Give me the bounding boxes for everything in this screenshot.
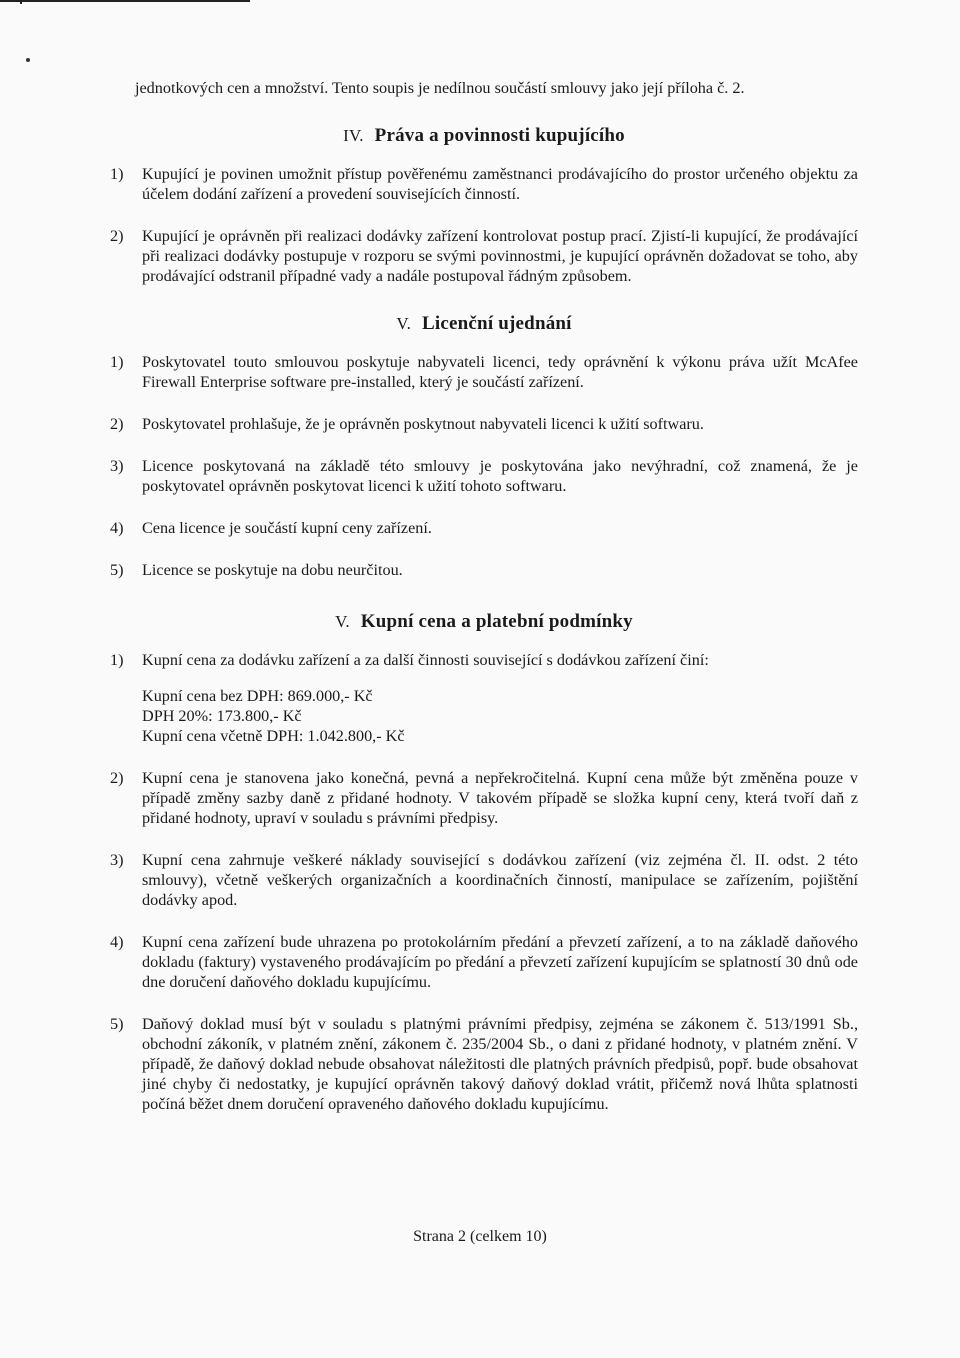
section-number: V.	[335, 612, 350, 631]
section-iv-list	[110, 164, 858, 286]
list-item	[110, 518, 858, 538]
section-v-price-list	[110, 650, 858, 1114]
item-number: 3)	[110, 851, 124, 869]
item-number: 2)	[110, 415, 124, 433]
list-item	[110, 650, 858, 746]
list-item	[110, 352, 858, 392]
section-title: Práva a povinnosti kupujícího	[374, 125, 625, 146]
scan-top-edge-line	[0, 0, 250, 2]
item-text: Licence poskytovaná na základě této smlouvy je poskytována jako nevýhradní, což znamená, že je poskytovatel oprávněn poskytovat licenci k užití tohoto softwaru.	[142, 457, 858, 495]
item-number: 5)	[110, 1015, 124, 1033]
item-number: 2)	[110, 769, 124, 787]
document-page	[110, 78, 858, 1136]
price-vat: DPH 20%: 173.800,- Kč	[142, 707, 302, 725]
item-text: Licence se poskytuje na dobu neurčitou.	[142, 561, 403, 579]
item-text: Kupní cena je stanovena jako konečná, pevná a nepřekročitelná. Kupní cena může být změněna pouze v případě změny sazby daně z přidané hodnoty. V takovém případě se složka kupní ceny, která tvoří daň z přidané hodnoty, upraví v souladu s právními předpisy.	[142, 769, 858, 827]
item-text: Kupní cena za dodávku zařízení a za další činnosti související s dodávkou zařízení činí:	[142, 651, 709, 669]
list-item	[110, 768, 858, 828]
item-text: Poskytovatel prohlašuje, že je oprávněn poskytnout nabyvateli licenci k užití softwaru.	[142, 415, 704, 433]
page-footer: Strana 2 (celkem 10)	[413, 1228, 547, 1245]
list-item	[110, 560, 858, 580]
item-text: Poskytovatel touto smlouvou poskytuje nabyvateli licenci, tedy oprávnění k výkonu práva užít McAfee Firewall Enterprise software pre-installed, který je součástí zařízení.	[142, 353, 858, 391]
item-number: 1)	[110, 353, 124, 371]
list-item	[110, 850, 858, 910]
list-item	[110, 1014, 858, 1114]
item-text: Cena licence je součástí kupní ceny zařízení.	[142, 519, 432, 537]
section-number: V.	[396, 314, 412, 333]
item-text: Kupní cena zahrnuje veškeré náklady související s dodávkou zařízení (viz zejména čl. II. odst. 2 této smlouvy), včetně veškerých organizačních a koordinačních činností, manipulace se zařízením, pojištění dodávky apod.	[142, 851, 858, 909]
section-heading-iv	[110, 124, 858, 148]
intro-paragraph: jednotkových cen a množství. Tento soupis je nedílnou součástí smlouvy jako její příloha č. 2.	[135, 79, 745, 97]
item-number: 1)	[110, 165, 124, 183]
scan-dot-mark	[26, 58, 30, 62]
section-v-licence-list	[110, 352, 858, 580]
price-without-vat: Kupní cena bez DPH: 869.000,- Kč	[142, 687, 373, 705]
section-heading-v-licence	[110, 312, 858, 336]
list-item	[110, 414, 858, 434]
section-title: Licenční ujednání	[422, 313, 572, 334]
price-with-vat: Kupní cena včetně DPH: 1.042.800,- Kč	[142, 727, 405, 745]
section-number: IV.	[343, 126, 364, 145]
section-title: Kupní cena a platební podmínky	[360, 611, 633, 632]
section-heading-v-price	[110, 610, 858, 634]
scan-top-tick	[20, 0, 22, 4]
list-item	[110, 456, 858, 496]
item-number: 4)	[110, 519, 124, 537]
item-number: 4)	[110, 933, 124, 951]
item-text: Kupující je oprávněn při realizaci dodávky zařízení kontrolovat postup prací. Zjistí-li kupující, že prodávající při realizaci dodávky postupuje v rozporu se svými povinnostmi, je kupující oprávněn dožadovat se toho, aby prodávající odstranil případné vady a nadále postupoval řádným způsobem.	[142, 227, 858, 285]
list-item	[110, 164, 858, 204]
item-number: 1)	[110, 651, 124, 669]
item-number: 5)	[110, 561, 124, 579]
list-item	[110, 226, 858, 286]
item-number: 3)	[110, 457, 124, 475]
price-block	[142, 686, 858, 746]
item-text: Kupující je povinen umožnit přístup pověřenému zaměstnanci prodávajícího do prostor určeného objektu za účelem dodání zařízení a provedení souvisejících činností.	[142, 165, 858, 203]
item-number: 2)	[110, 227, 124, 245]
item-text: Daňový doklad musí být v souladu s platnými právními předpisy, zejména se zákonem č. 513/1991 Sb., obchodní zákoník, v platném znění, zákonem č. 235/2004 Sb., o dani z přidané hodnoty, v platném znění. V případě, že daňový doklad nebude obsahovat náležitosti dle platných právních předpisů, popř. bude obsahovat jiné chyby či nedostatky, je kupující oprávněn takový daňový doklad vrátit, přičemž nová lhůta splatnosti počíná běžet dnem doručení opraveného daňového dokladu kupujícímu.	[142, 1015, 858, 1113]
item-text: Kupní cena zařízení bude uhrazena po protokolárním předání a převzetí zařízení, a to na základě daňového dokladu (faktury) vystaveného prodávajícím po předání a převzetí zařízení kupujícím se splatností 30 dnů ode dne doručení daňového dokladu kupujícímu.	[142, 933, 858, 991]
list-item	[110, 932, 858, 992]
